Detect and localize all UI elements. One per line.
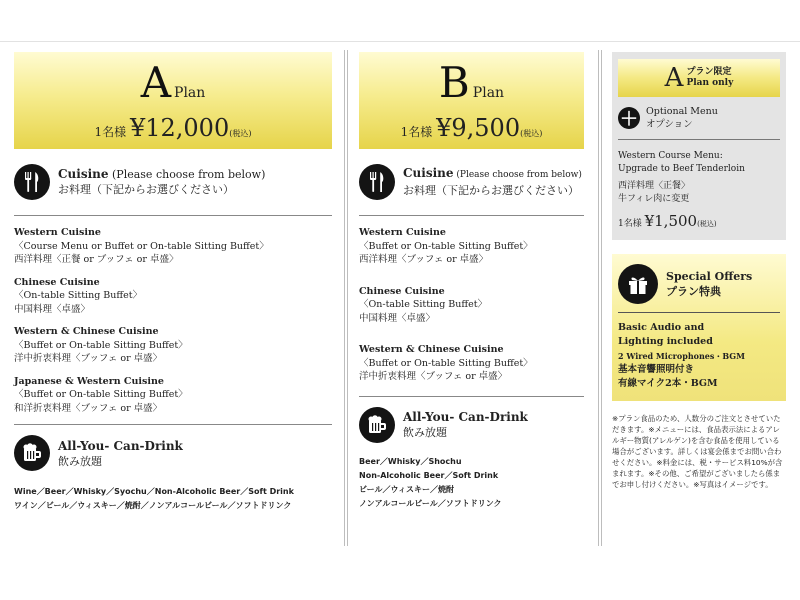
plan-b-drink-title: All-You- Can-Drink (403, 410, 528, 424)
menu-item-style: 〈Buffet or On-table Sitting Buffet〉 (359, 240, 533, 252)
column-divider (601, 50, 602, 546)
plan-a-drink-heading (14, 435, 332, 471)
drink-list-line: Wine／Beer／Whisky／Syochu／Non-Alcoholic Beer／Soft Drink (14, 487, 294, 496)
menu-item-style: 〈Course Menu or Buffet or On-table Sitting Buffet〉 (14, 240, 269, 252)
plan-b-letter: B (438, 58, 470, 107)
menu-item-style: 〈On-table Sitting Buffet〉 (14, 290, 143, 301)
plan-b-cuisine-title-ja: お料理（下記からお選びください） (403, 184, 579, 197)
plan-b-drink-heading (359, 407, 584, 443)
menu-item-name-ja: 洋中折衷料理〈ブッフェ or 卓盛〉 (14, 353, 163, 364)
plan-a-word: Plan (174, 85, 206, 101)
plan-only-header (618, 59, 780, 97)
menu-item-name: Western Cuisine (14, 227, 101, 238)
plan-b-cuisine-title: Cuisine (403, 166, 454, 180)
menu-item-name: Western & Chinese Cuisine (359, 344, 504, 355)
plan-a-cuisine-note: (Please choose from below) (108, 168, 266, 181)
plan-only-sub-ja: プラン限定 (686, 67, 732, 77)
plan-a-cuisine-title-ja: お料理（下記からお選びください） (58, 183, 234, 196)
plan-b-header (359, 52, 584, 149)
cutlery-icon (14, 164, 50, 200)
plan-a-column (14, 52, 332, 513)
gift-icon (618, 264, 658, 304)
plan-a-price-value: ¥12,000 (129, 114, 230, 142)
special-offers-text (618, 321, 780, 391)
plan-b-word: Plan (472, 85, 505, 101)
menu-item (359, 226, 584, 267)
special-offers-box (612, 254, 786, 401)
plan-a-cuisine-heading (14, 161, 332, 203)
plan-a-drink-title: All-You- Can-Drink (58, 438, 183, 453)
optional-menu-title: Optional Menu (646, 106, 718, 117)
opt-desc-line: 西洋料理〈正餐〉 (618, 181, 691, 191)
plan-b-drink-title-ja: 飲み放題 (403, 426, 447, 439)
plan-b-cuisine-heading (359, 161, 584, 203)
column-divider (344, 50, 345, 546)
menu-item (14, 226, 332, 267)
drink-list-line: ビール／ウィスキー／焼酎 (359, 484, 455, 494)
special-offers-title-ja: プラン特典 (666, 285, 721, 298)
special-offers-title: Special Offers (666, 270, 753, 283)
plan-b-drink-list (359, 455, 584, 511)
divider (14, 215, 332, 216)
plan-a-price (14, 114, 332, 142)
menu-item-name: Chinese Cuisine (359, 285, 445, 297)
divider (618, 139, 780, 140)
menu-item-name-ja: 西洋料理〈正餐 or ブッフェ or 卓盛〉 (14, 254, 179, 265)
special-offers-heading (618, 264, 780, 304)
drink-list-line: ワイン／ビール／ウィスキー／焼酎／ノンアルコールビール／ソフトドリンク (14, 501, 292, 510)
opt-desc-line: Upgrade to Beef Tenderloin (618, 164, 745, 174)
opt-price-value: ¥1,500 (644, 212, 698, 230)
offer-line: 有線マイク2本・BGM (618, 378, 718, 389)
menu-item (14, 375, 332, 416)
plan-a-header (14, 52, 332, 149)
plan-a-drink-list (14, 485, 332, 513)
menu-item-name: Chinese Cuisine (14, 276, 100, 288)
offer-line: 基本音響照明付き (618, 364, 695, 375)
plan-a-price-tax: (税込) (229, 129, 252, 138)
drink-list-line: Non-Alcoholic Beer／Soft Drink (359, 470, 499, 480)
menu-item-style: 〈Buffet or On-table Sitting Buffet〉 (14, 389, 188, 400)
plan-a-letter: A (140, 58, 172, 107)
menu-item-name: Japanese & Western Cuisine (14, 375, 164, 387)
plan-b-price-value: ¥9,500 (436, 114, 521, 142)
menu-item-name-ja: 洋中折衷料理〈ブッフェ or 卓盛〉 (359, 371, 508, 382)
menu-item (14, 276, 332, 317)
menu-item-name-ja: 中国料理〈卓盛〉 (14, 303, 91, 315)
divider (14, 424, 332, 425)
opt-desc-line: Western Course Menu: (618, 151, 723, 161)
offer-line: 2 Wired Microphones・BGM (618, 351, 745, 361)
plan-b-title (359, 60, 584, 106)
beer-mug-icon (359, 407, 395, 443)
offer-line: Lighting included (618, 336, 713, 347)
plan-b-price-prefix: 1名様 (400, 125, 437, 139)
plan-b-column (359, 52, 584, 511)
optional-menu-title-ja: オプション (646, 119, 693, 130)
column-divider (347, 50, 348, 546)
beer-mug-icon (14, 435, 50, 471)
plan-a-title (14, 60, 332, 106)
plan-only-sub-en: Plan only (686, 78, 734, 88)
optional-menu-price (618, 212, 780, 230)
plan-b-price-tax: (税込) (520, 129, 543, 138)
drink-list-line: ノンアルコールビール／ソフトドリンク (359, 498, 502, 508)
menu-item-style: 〈Buffet or On-table Sitting Buffet〉 (359, 357, 533, 369)
menu-item-name-ja: 和洋折衷料理〈ブッフェ or 卓盛〉 (14, 402, 163, 414)
plan-a-price-prefix: 1名様 (94, 125, 130, 139)
plan-b-price (359, 114, 584, 142)
menu-item-name-ja: 中国料理〈卓盛〉 (359, 312, 436, 324)
drink-list-line: Beer／Whisky／Shochu (359, 456, 462, 466)
cutlery-icon (359, 164, 395, 200)
menu-item-name: Western Cuisine (359, 227, 446, 238)
plus-icon: ＋ (620, 109, 638, 130)
divider (359, 396, 584, 397)
optional-menu-description (618, 150, 780, 206)
plan-b-cuisine-note: (Please choose from below) (453, 170, 582, 180)
menu-item-name: Western & Chinese Cuisine (14, 326, 159, 337)
plan-only-letter: A (664, 63, 684, 93)
column-divider (598, 50, 599, 546)
divider (618, 312, 780, 313)
optional-menu-box (612, 52, 786, 240)
optional-menu-heading (618, 105, 780, 131)
plan-a-drink-title-ja: 飲み放題 (58, 454, 102, 468)
menu-item-style: 〈On-table Sitting Buffet〉 (359, 299, 488, 310)
menu-item-style: 〈Buffet or On-table Sitting Buffet〉 (14, 339, 188, 351)
notice-text: ※プラン食品のため、人数分のご注文とさせていただきます。※メニューには、食品表示法によるアレルギー物質(アレルゲン)を含む食品を使用している場合がございます。詳しくは宴会係までお問い合わせください。※料金には、税・サービス料10%が含まれます。※その他、ご希望がございましたら係までお申し付けください。※写真はイメージです。 (612, 414, 783, 489)
menu-item (359, 343, 584, 384)
menu-item (359, 285, 584, 326)
menu-item (14, 325, 332, 366)
side-column (612, 52, 786, 490)
menu-item-name-ja: 西洋料理〈ブッフェ or 卓盛〉 (359, 254, 489, 265)
top-divider (0, 41, 800, 42)
opt-price-prefix: 1名様 (618, 219, 645, 229)
plan-a-cuisine-title: Cuisine (58, 167, 109, 181)
offer-line: Basic Audio and (618, 322, 705, 333)
opt-price-tax: (税込) (697, 220, 717, 228)
opt-desc-line: 牛フィレ肉に変更 (618, 194, 690, 204)
divider (359, 215, 584, 216)
